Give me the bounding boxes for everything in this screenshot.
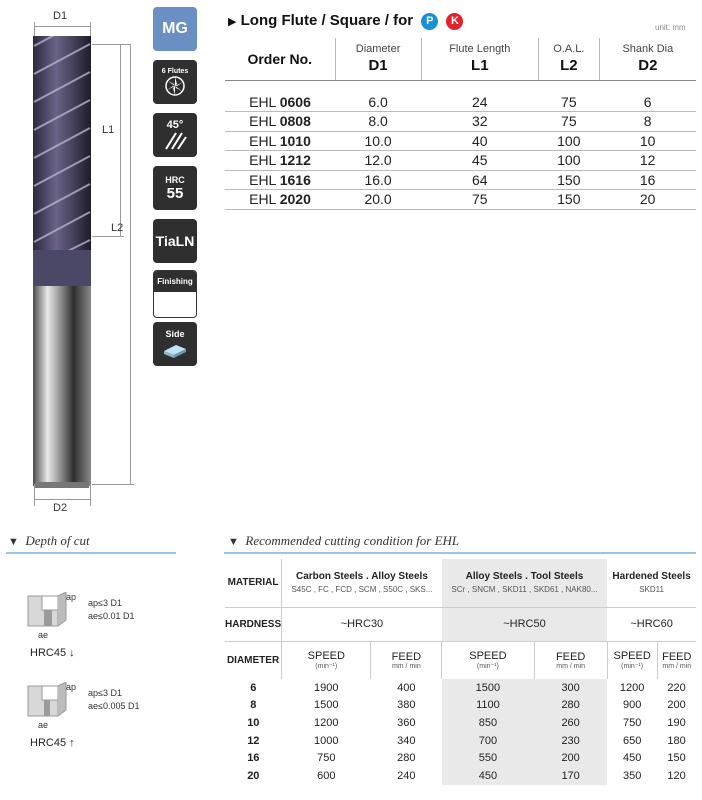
spec-row: [225, 131, 696, 151]
cell-diameter: 12: [247, 734, 260, 747]
cell-d2: 10: [599, 131, 696, 151]
cell-d2: 8: [599, 112, 696, 132]
cell-value: 1500: [442, 679, 534, 697]
cell-value: 750: [317, 752, 336, 765]
l2-label: L2: [111, 222, 124, 234]
col-oal: O.A.L. L2: [538, 38, 599, 80]
depth-item-1: ap ae ap≤3 D1 ae≤0.01 D1 HRC45 ↓: [26, 592, 176, 672]
cell-value: 650: [622, 734, 642, 747]
cell-value: 400: [397, 681, 416, 694]
coating-type-icon: TiaLN: [153, 219, 197, 263]
side-icon: Side: [153, 322, 197, 366]
col-diameter: Diameter D1: [335, 38, 421, 80]
cutting-row: [225, 697, 696, 715]
spec-row: [225, 170, 696, 190]
col-flute: Flute Length L1: [421, 38, 538, 80]
material-group-3: Hardened Steels SKD11: [612, 571, 691, 595]
cell-l1: 64: [421, 170, 538, 190]
order-no: EHL 1010: [225, 131, 335, 151]
diameter-label: DIAMETER: [226, 654, 280, 666]
cell-value: 750: [622, 716, 642, 729]
cell-l1: 45: [421, 151, 538, 171]
hardness-2: ~HRC50: [442, 607, 607, 641]
depth-title: ▼ Depth of cut: [8, 533, 90, 548]
mg-badge: MG: [153, 7, 197, 51]
cell-l1: 32: [421, 112, 538, 132]
cell-value: 1200: [314, 716, 339, 729]
cell-l2: 75: [538, 112, 599, 132]
cell-value: 1000: [314, 734, 339, 747]
spec-row: [225, 151, 696, 171]
end-mill-illustration: [0, 0, 150, 520]
cell-value: 180: [667, 734, 686, 747]
finishing-icon: Finishing: [153, 270, 197, 318]
order-no: EHL 1212: [225, 151, 335, 171]
cell-diameter: 16: [247, 752, 260, 765]
cell-l2: 75: [538, 92, 599, 112]
col-order: Order No.: [225, 38, 335, 80]
cell-d1: 12.0: [335, 151, 421, 171]
d1-dim-line: [34, 26, 91, 27]
p-badge: P: [421, 13, 438, 30]
cell-value: 260: [534, 714, 607, 732]
spec-row: [225, 190, 696, 210]
cell-value: 350: [622, 769, 642, 782]
order-no: EHL 0808: [225, 112, 335, 132]
cell-d1: 20.0: [335, 190, 421, 210]
cell-diameter: 8: [250, 699, 257, 712]
cell-l2: 150: [538, 190, 599, 210]
cell-value: 850: [442, 714, 534, 732]
cell-value: 1100: [442, 697, 534, 715]
hardness-1: ~HRC30: [282, 607, 442, 641]
material-label: MATERIAL: [227, 577, 279, 589]
flutes-icon: 6 Flutes: [153, 60, 197, 104]
cell-d2: 6: [599, 92, 696, 112]
order-no: EHL 1616: [225, 170, 335, 190]
d2-dim-line: [34, 499, 91, 500]
cell-value: 200: [534, 749, 607, 767]
cell-diameter: 20: [247, 769, 260, 782]
cell-diameter: 10: [247, 716, 260, 729]
cell-value: 700: [442, 732, 534, 750]
material-group-2: Alloy Steels . Tool Steels SCr , SNCM , SKD11 , SKD61 , NAK80...: [442, 559, 607, 607]
cell-d2: 16: [599, 170, 696, 190]
cell-d1: 16.0: [335, 170, 421, 190]
cell-value: 360: [397, 716, 416, 729]
cell-value: 380: [397, 699, 416, 712]
cell-d2: 12: [599, 151, 696, 171]
cell-value: 1500: [314, 699, 339, 712]
unit-label: unit: mm: [655, 23, 686, 32]
cell-value: 340: [397, 734, 416, 747]
spec-row: [225, 92, 696, 112]
cell-l2: 150: [538, 170, 599, 190]
hrc-icon: HRC 55: [153, 166, 197, 210]
cutting-table: MATERIAL Carbon Steels . Alloy Steels S45C , FC , FCD , SCM , S50C , SKS... Alloy Steels . Tool Steels SCr , SNCM , SKD11 , SKD61 , NAK80... Hardened Steels SKD11 HARDNESS ~HRC30 ~HRC50 ~HRC60 DIAMETER SPEED (min⁻¹) FEED mm / min SPEED (min⁻¹) FEED mm / min SPEED (min⁻¹) FEED mm / min 6 1900 400 1500 300 1200 220 8 1500 380 1100 280 900 200 10 1200 360 850 260 750 190 12 1000 340 700 230 650 180 16 750 280 550 200 450 150 20 600 240 450 170 350 120: [225, 559, 696, 785]
cell-value: 1200: [619, 681, 645, 694]
cell-l2: 100: [538, 131, 599, 151]
d1-label: D1: [53, 10, 68, 22]
depth-diagram-1: [26, 592, 70, 628]
cell-d1: 8.0: [335, 112, 421, 132]
cell-value: 220: [667, 681, 686, 694]
cutting-row: [225, 732, 696, 750]
cell-value: 900: [622, 699, 642, 712]
cell-value: 280: [534, 697, 607, 715]
cell-d1: 6.0: [335, 92, 421, 112]
cell-value: 170: [534, 767, 607, 785]
cutting-row: [225, 714, 696, 732]
cell-l1: 40: [421, 131, 538, 151]
cell-value: 450: [442, 767, 534, 785]
cell-value: 150: [667, 752, 686, 765]
spec-title: ▶ Long Flute / Square / for P K: [228, 12, 463, 30]
l1-dim-line: [120, 44, 121, 236]
cell-value: 300: [534, 679, 607, 697]
order-no: EHL 2020: [225, 190, 335, 210]
col-shank: Shank Dia D2: [599, 38, 696, 80]
helix-angle-icon: 45°: [153, 113, 197, 157]
depth-diagram-2: [26, 682, 70, 718]
cell-l1: 24: [421, 92, 538, 112]
material-group-1: Carbon Steels . Alloy Steels S45C , FC , FCD , SCM , S50C , SKS...: [282, 559, 442, 607]
cell-value: 550: [442, 749, 534, 767]
cell-value: 1900: [314, 681, 339, 694]
l2-dim-line: [130, 44, 131, 484]
spec-table: [225, 38, 696, 210]
hardness-3: ~HRC60: [607, 607, 696, 641]
cell-d2: 20: [599, 190, 696, 210]
cell-value: 200: [667, 699, 686, 712]
k-badge: K: [446, 13, 463, 30]
cutting-row: [225, 679, 696, 697]
cell-value: 230: [534, 732, 607, 750]
cell-l2: 100: [538, 151, 599, 171]
d2-label: D2: [53, 502, 68, 514]
spec-row: [225, 112, 696, 132]
cell-value: 450: [622, 752, 642, 765]
cutting-row: [225, 749, 696, 767]
cell-value: 600: [317, 769, 336, 782]
order-no: EHL 0606: [225, 92, 335, 112]
cell-value: 190: [667, 716, 686, 729]
cell-l1: 75: [421, 190, 538, 210]
tool-body: [32, 36, 94, 490]
cutting-row: [225, 767, 696, 785]
depth-item-2: ap ae ap≤3 D1 ae≤0.005 D1 HRC45 ↑: [26, 682, 176, 762]
cell-d1: 10.0: [335, 131, 421, 151]
hardness-label: HARDNESS: [225, 607, 282, 641]
cell-value: 240: [397, 769, 416, 782]
cutting-title: ▼ Recommended cutting condition for EHL: [228, 533, 460, 548]
cell-value: 280: [397, 752, 416, 765]
cell-value: 120: [667, 769, 686, 782]
cell-diameter: 6: [250, 681, 257, 694]
l1-label: L1: [102, 124, 115, 136]
